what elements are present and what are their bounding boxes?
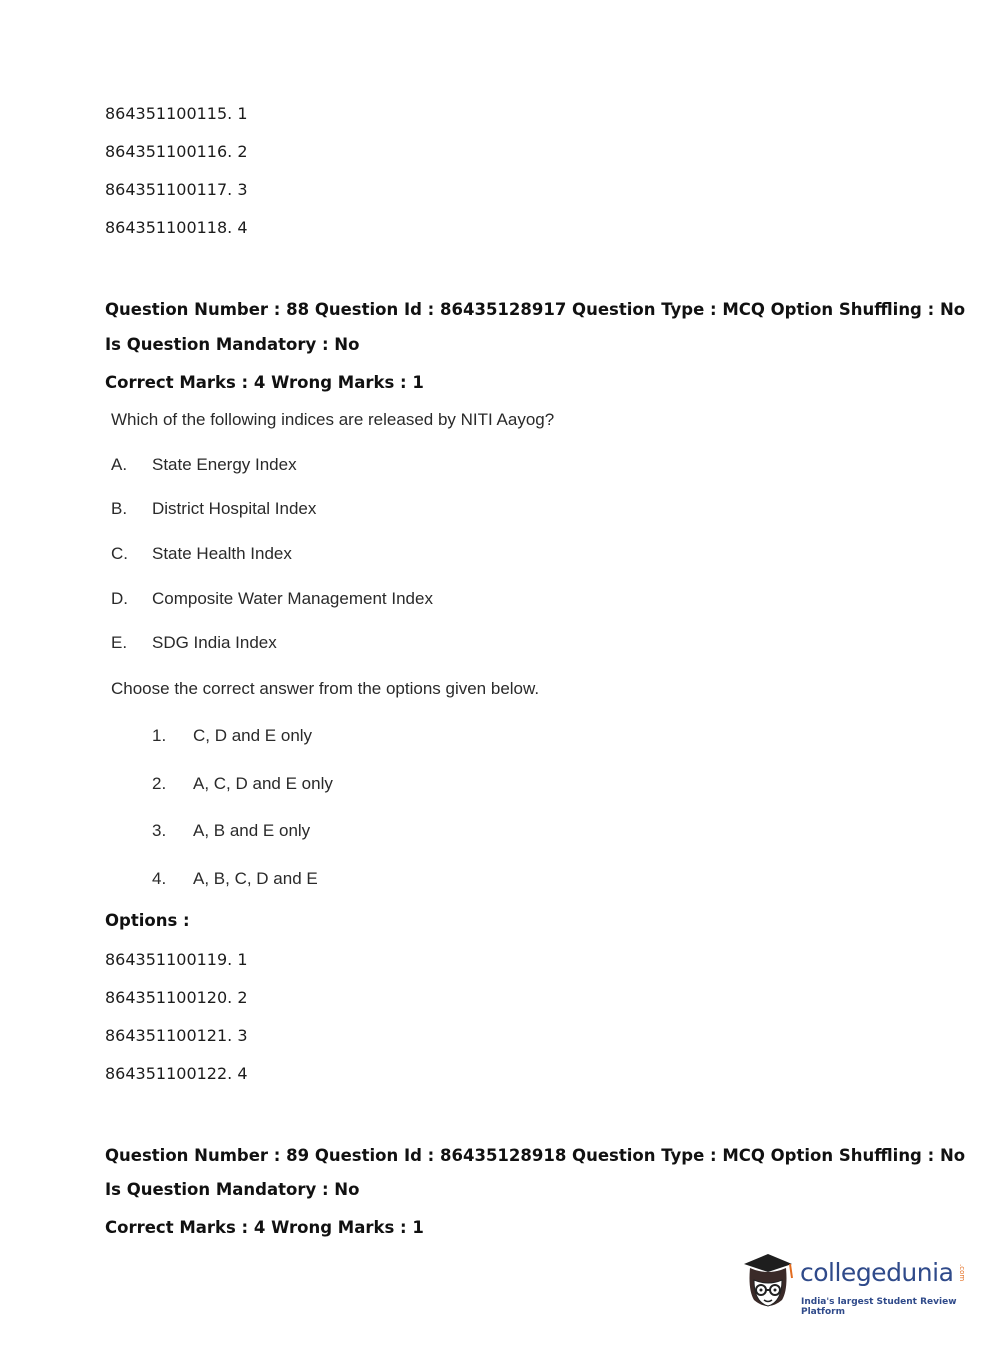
q88-option-id: 864351100119. 1 [105, 950, 248, 969]
logo-tagline: India's largest Student Review Platform [801, 1297, 957, 1317]
q88-instruction: Choose the correct answer from the options given below. [111, 679, 540, 698]
q88-answer-text: A, B and E only [193, 821, 311, 840]
mascot-icon [740, 1250, 798, 1316]
q88-statement-text: District Hospital Index [152, 499, 317, 518]
q88-answer-text: C, D and E only [193, 726, 313, 745]
q88-statement-letter: E. [111, 633, 128, 652]
q88-answer-number: 2. [152, 774, 167, 793]
q88-option-id: 864351100120. 2 [105, 988, 248, 1007]
q88-header: Question Number : 88 Question Id : 86435128917 Question Type : MCQ Option Shuffling : No [105, 300, 966, 319]
q88-answer-text: A, C, D and E only [193, 774, 333, 793]
q88-answer-number: 3. [152, 821, 167, 840]
q88-answer-number: 4. [152, 869, 167, 888]
q88-statement-letter: D. [111, 589, 128, 608]
q88-statement-letter: A. [111, 455, 128, 474]
q88-statement-letter: B. [111, 499, 128, 518]
q88-answer-text: A, B, C, D and E [193, 869, 318, 888]
q89-marks: Correct Marks : 4 Wrong Marks : 1 [105, 1218, 424, 1237]
logo-wordmark: collegedunia [800, 1258, 954, 1287]
q88-statement-text: State Energy Index [152, 455, 297, 474]
prev-option-1: 864351100115. 1 [105, 104, 248, 123]
q89-mandatory: Is Question Mandatory : No [105, 1180, 360, 1199]
q88-mandatory: Is Question Mandatory : No [105, 335, 360, 354]
q88-options-label: Options : [105, 911, 190, 930]
q88-statement-letter: C. [111, 544, 128, 563]
prev-option-3: 864351100117. 3 [105, 180, 248, 199]
q89-header: Question Number : 89 Question Id : 86435128918 Question Type : MCQ Option Shuffling : No [105, 1146, 966, 1165]
q88-statement-text: Composite Water Management Index [152, 589, 433, 608]
q88-marks: Correct Marks : 4 Wrong Marks : 1 [105, 373, 424, 392]
prev-option-4: 864351100118. 4 [105, 218, 248, 237]
collegedunia-logo [740, 1250, 965, 1316]
q88-statement-text: State Health Index [152, 544, 292, 563]
q88-statement-text: SDG India Index [152, 633, 277, 652]
q88-option-id: 864351100122. 4 [105, 1064, 248, 1083]
logo-suffix: .com [958, 1264, 966, 1282]
q88-answer-number: 1. [152, 726, 167, 745]
q88-option-id: 864351100121. 3 [105, 1026, 248, 1045]
q88-question-text: Which of the following indices are released by NITI Aayog? [111, 410, 555, 429]
prev-option-2: 864351100116. 2 [105, 142, 248, 161]
